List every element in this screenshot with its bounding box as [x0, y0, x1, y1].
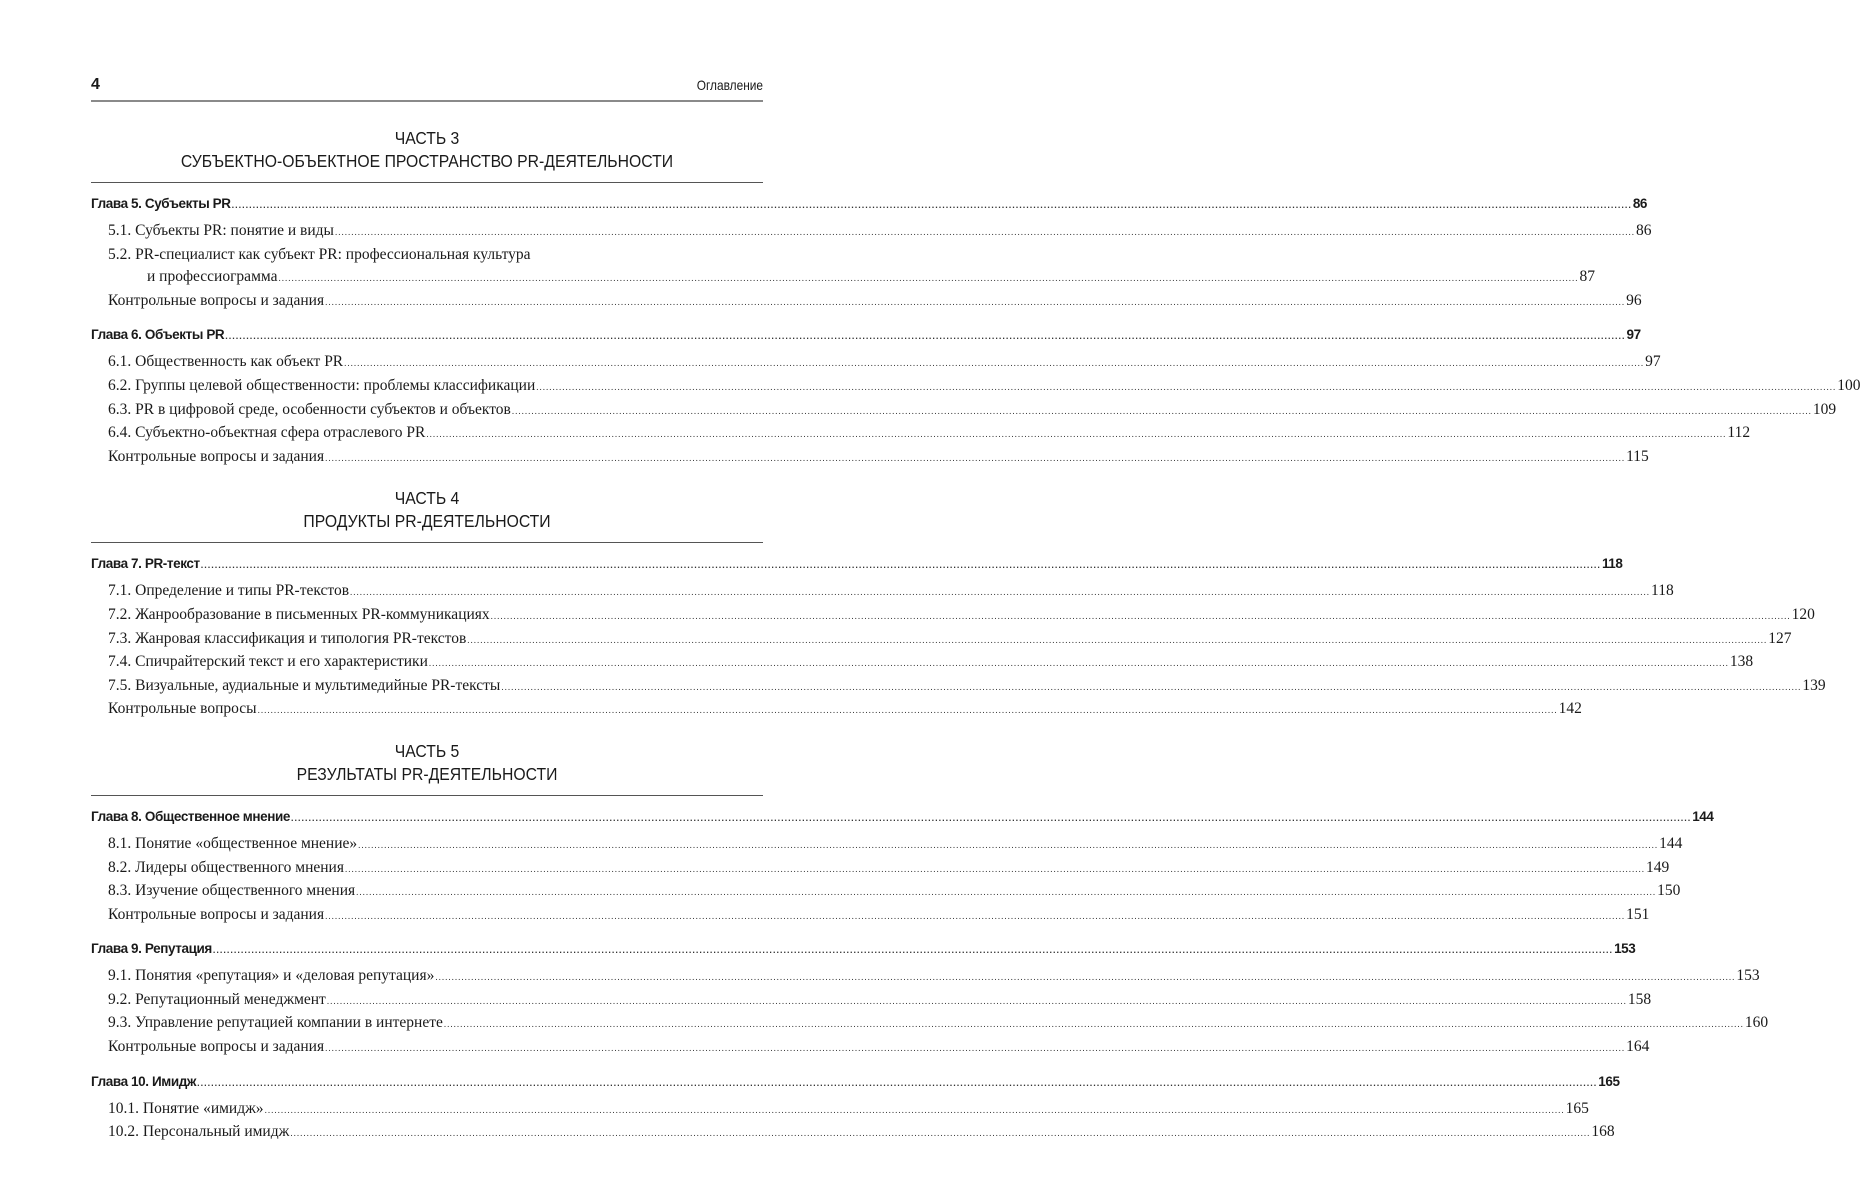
part-label: ЧАСТЬ 5: [394, 740, 460, 761]
entry-title: и профессиограмма: [147, 268, 278, 286]
entry-page: 109: [1812, 400, 1837, 418]
dot-leader: ................................................................................................................................................................................................................................................................................................................................................................................................................: [325, 296, 1626, 307]
entry-title: 6.4. Субъектно-объектная сфера отраслевого PR: [108, 424, 426, 442]
entry-page: 139: [1802, 676, 1826, 694]
header-divider: [91, 100, 763, 102]
dot-leader: ................................................................................................................................................................................................................................................................................................................................................................................................................: [325, 910, 1626, 921]
page-number: 4: [91, 76, 100, 93]
entry-page: 151: [1626, 905, 1650, 923]
entry-page: 96: [1626, 291, 1642, 309]
entry-page: 87: [1579, 268, 1595, 286]
entry-title: 6.2. Группы целевой общественности: проблемы классификации: [108, 376, 536, 394]
section-entry[interactable]: [91, 446, 1649, 470]
section-entry[interactable]: [91, 580, 1674, 604]
entry-title: Глава 5. Субъекты PR: [91, 196, 231, 211]
dot-leader: ................................................................................................................................................................................................................................................................................................................................................................................................................: [197, 1077, 1598, 1088]
entry-title: Глава 8. Общественное мнение: [91, 808, 290, 824]
section-entry[interactable]: [91, 290, 1642, 314]
entry-title: Глава 9. Репутация: [91, 941, 212, 957]
dot-leader: ................................................................................................................................................................................................................................................................................................................................................................................................................: [326, 995, 1627, 1006]
dot-leader: ................................................................................................................................................................................................................................................................................................................................................................................................................: [257, 705, 1558, 716]
entry-continuation[interactable]: [91, 266, 1595, 290]
section-entry[interactable]: [91, 880, 1681, 904]
entry-title: 6.3. PR в цифровой среде, особенности субъектов и объектов: [108, 400, 511, 418]
dot-leader: ................................................................................................................................................................................................................................................................................................................................................................................................................: [443, 1019, 1744, 1030]
entry-title: 5.1. Субъекты PR: понятие и виды: [108, 222, 334, 239]
entry-page: 86: [1632, 196, 1648, 211]
dot-leader: ................................................................................................................................................................................................................................................................................................................................................................................................................: [501, 681, 1802, 692]
entry-title: 7.1. Определение и типы PR-текстов: [108, 582, 350, 600]
entry-page: 153: [1614, 941, 1636, 957]
entry-title: 7.4. Спичрайтерский текст и его характеристики: [108, 653, 428, 671]
running-title: Оглавление: [696, 77, 763, 93]
part-title: РЕЗУЛЬТАТЫ PR-ДЕЯТЕЛЬНОСТИ: [296, 763, 558, 784]
entry-title: Контрольные вопросы: [108, 700, 257, 718]
entry-page: 160: [1744, 1014, 1769, 1032]
section-entry[interactable]: [91, 628, 1792, 652]
dot-leader: ................................................................................................................................................................................................................................................................................................................................................................................................................: [325, 1043, 1626, 1054]
part-divider: [91, 542, 763, 543]
section-entry[interactable]: [91, 698, 1582, 722]
dot-leader: ................................................................................................................................................................................................................................................................................................................................................................................................................: [490, 610, 1791, 621]
entry-page: 168: [1591, 1123, 1615, 1141]
dot-leader: ................................................................................................................................................................................................................................................................................................................................................................................................................: [278, 273, 1579, 284]
section-entry[interactable]: [91, 244, 1595, 290]
section-entry[interactable]: [91, 399, 1837, 423]
dot-leader: ................................................................................................................................................................................................................................................................................................................................................................................................................: [264, 1104, 1565, 1115]
entry-title: Глава 7. PR-текст: [91, 556, 200, 572]
chapter-entry[interactable]: [91, 552, 1623, 577]
section-entry[interactable]: [91, 220, 1652, 244]
running-header: [91, 76, 763, 98]
dot-leader: ................................................................................................................................................................................................................................................................................................................................................................................................................: [358, 839, 1659, 850]
dot-leader: ................................................................................................................................................................................................................................................................................................................................................................................................................: [291, 812, 1692, 823]
section-entry[interactable]: [91, 651, 1754, 675]
entry-title: 6.1. Общественность как объект PR: [108, 353, 344, 371]
entry-page: 164: [1626, 1038, 1650, 1056]
entry-page: 149: [1645, 858, 1670, 876]
dot-leader: ................................................................................................................................................................................................................................................................................................................................................................................................................: [344, 358, 1645, 369]
entry-title: 5.2. PR-специалист как субъект PR: профессиональная культура: [108, 245, 531, 263]
part-title: ПРОДУКТЫ PR-ДЕЯТЕЛЬНОСТИ: [303, 511, 551, 532]
entry-page: 120: [1791, 605, 1815, 623]
entry-page: 165: [1598, 1073, 1620, 1089]
part-label: ЧАСТЬ 4: [394, 488, 460, 509]
section-entry[interactable]: [91, 857, 1670, 881]
part-heading: [91, 740, 763, 786]
chapter-entry[interactable]: [91, 192, 1648, 217]
part-divider: [91, 795, 763, 796]
dot-leader: ................................................................................................................................................................................................................................................................................................................................................................................................................: [200, 560, 1601, 571]
part-label: ЧАСТЬ 3: [394, 128, 460, 148]
entry-title: Глава 10. Имидж: [91, 1073, 197, 1089]
section-entry[interactable]: [91, 375, 1861, 399]
entry-title: 9.2. Репутационный менеджмент: [108, 990, 326, 1008]
entry-title: 9.3. Управление репутацией компании в интернете: [108, 1014, 443, 1032]
entry-page: 144: [1692, 808, 1714, 824]
section-entry[interactable]: [91, 833, 1683, 857]
section-entry[interactable]: [91, 422, 1751, 446]
dot-leader: ................................................................................................................................................................................................................................................................................................................................................................................................................: [435, 972, 1736, 983]
part-divider: [91, 182, 763, 183]
entry-title: 7.5. Визуальные, аудиальные и мультимедийные PR-тексты: [108, 676, 501, 694]
entry-page: 153: [1736, 967, 1760, 985]
dot-leader: ................................................................................................................................................................................................................................................................................................................................................................................................................: [426, 429, 1727, 440]
entry-page: 115: [1626, 447, 1649, 465]
part-heading: [91, 127, 763, 173]
entry-page: 118: [1601, 556, 1623, 572]
entry-page: 112: [1727, 424, 1751, 442]
dot-leader: ................................................................................................................................................................................................................................................................................................................................................................................................................: [350, 587, 1651, 598]
entry-page: 97: [1645, 353, 1661, 371]
dot-leader: ................................................................................................................................................................................................................................................................................................................................................................................................................: [467, 634, 1768, 645]
entry-title: 7.2. Жанрообразование в письменных PR-коммуникациях: [108, 605, 490, 623]
part-heading: [91, 487, 763, 533]
section-entry[interactable]: [91, 1012, 1769, 1036]
entry-title: Контрольные вопросы и задания: [108, 447, 325, 465]
dot-leader: ................................................................................................................................................................................................................................................................................................................................................................................................................: [212, 945, 1614, 956]
dot-leader: ................................................................................................................................................................................................................................................................................................................................................................................................................: [231, 200, 1632, 210]
entry-title: Контрольные вопросы и задания: [108, 905, 325, 923]
section-entry[interactable]: [91, 351, 1661, 375]
entry-page: 138: [1729, 653, 1754, 671]
dot-leader: ................................................................................................................................................................................................................................................................................................................................................................................................................: [225, 331, 1626, 342]
section-entry[interactable]: [91, 675, 1826, 699]
entry-title: 10.2. Персональный имидж: [108, 1123, 290, 1141]
table-of-contents: [91, 103, 1861, 1145]
entry-page: 150: [1657, 882, 1681, 900]
entry-page: 100: [1837, 376, 1861, 394]
entry-title: 10.1. Понятие «имидж»: [108, 1099, 264, 1117]
entry-title: 8.1. Понятие «общественное мнение»: [108, 834, 358, 852]
dot-leader: ................................................................................................................................................................................................................................................................................................................................................................................................................: [290, 1128, 1591, 1139]
entry-title: Контрольные вопросы и задания: [108, 291, 325, 309]
chapter-entry[interactable]: [91, 805, 1714, 830]
dot-leader: ................................................................................................................................................................................................................................................................................................................................................................................................................: [356, 887, 1657, 898]
entry-title: 8.2. Лидеры общественного мнения: [108, 858, 344, 876]
section-entry[interactable]: [91, 604, 1815, 628]
section-entry[interactable]: [91, 1121, 1615, 1145]
chapter-entry[interactable]: [91, 1070, 1620, 1095]
entry-title: 9.1. Понятия «репутация» и «деловая репутация»: [108, 967, 435, 985]
chapter-entry[interactable]: [91, 323, 1641, 348]
entry-page: 158: [1627, 990, 1652, 1008]
dot-leader: ................................................................................................................................................................................................................................................................................................................................................................................................................: [325, 452, 1626, 463]
section-entry[interactable]: [91, 1036, 1650, 1060]
dot-leader: ................................................................................................................................................................................................................................................................................................................................................................................................................: [511, 405, 1812, 416]
entry-page: 97: [1626, 327, 1641, 343]
dot-leader: ................................................................................................................................................................................................................................................................................................................................................................................................................: [344, 863, 1645, 874]
entry-title: Глава 6. Объекты PR: [91, 327, 225, 343]
entry-title: Контрольные вопросы и задания: [108, 1038, 325, 1056]
entry-page: 142: [1558, 700, 1582, 718]
section-entry[interactable]: [91, 1098, 1589, 1122]
entry-page: 127: [1768, 629, 1792, 647]
entry-page: 118: [1651, 582, 1674, 600]
entry-page: 86: [1635, 222, 1652, 239]
part-title: СУБЪЕКТНО-ОБЪЕКТНОЕ ПРОСТРАНСТВО PR-ДЕЯТЕЛЬНОСТИ: [180, 151, 674, 171]
entry-page: 144: [1659, 834, 1683, 852]
section-entry[interactable]: [91, 904, 1650, 928]
entry-page: 165: [1565, 1099, 1589, 1117]
section-entry[interactable]: [91, 989, 1652, 1013]
entry-title: 8.3. Изучение общественного мнения: [108, 882, 356, 900]
section-entry[interactable]: [91, 965, 1760, 989]
entry-title: 7.3. Жанровая классификация и типология PR-текстов: [108, 629, 467, 647]
dot-leader: ................................................................................................................................................................................................................................................................................................................................................................................................................: [536, 381, 1837, 392]
dot-leader: ................................................................................................................................................................................................................................................................................................................................................................................................................: [428, 658, 1729, 669]
chapter-entry[interactable]: [91, 937, 1636, 962]
dot-leader: ................................................................................................................................................................................................................................................................................................................................................................................................................: [334, 227, 1635, 237]
